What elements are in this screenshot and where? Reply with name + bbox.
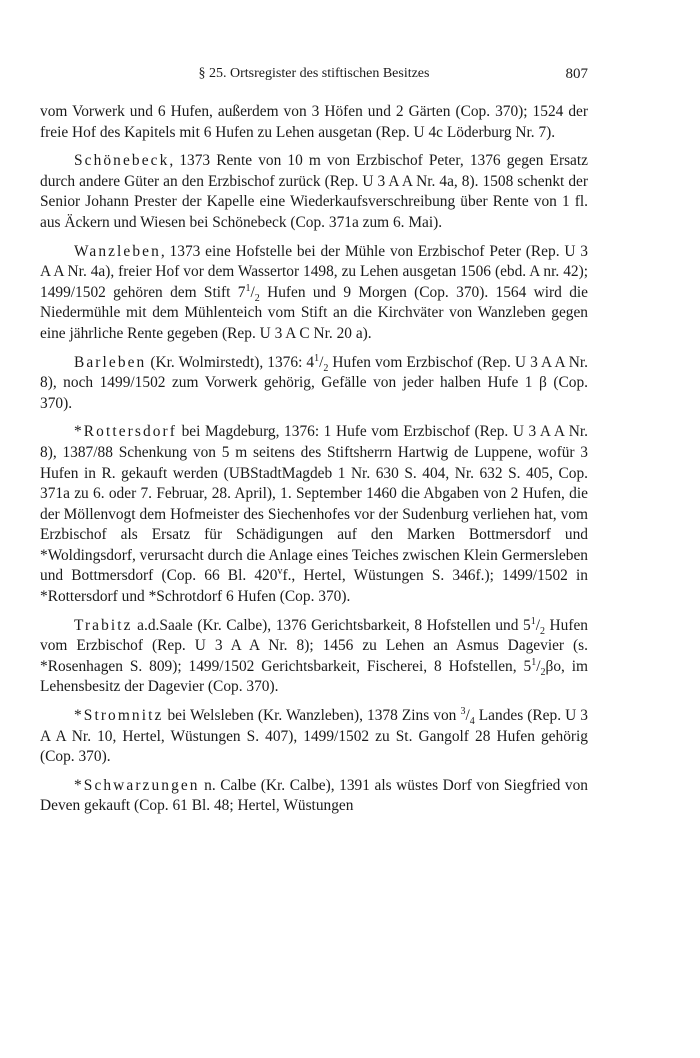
body-text	[40, 102, 588, 817]
place-name: Trabitz	[74, 616, 133, 634]
place-name: Wanzleben	[74, 242, 161, 260]
text-segment: 3	[460, 705, 466, 717]
text-segment: 2	[540, 666, 546, 678]
text-segment: Hufen vom Erzbischof (Rep. U 3 A A Nr. 8), noch 1499/1502 zum Vorwerk gehörig, Gefälle von jeder halben Hufe 1 β (Cop. 370).	[40, 353, 588, 412]
text-segment: 1	[530, 615, 536, 627]
page-number: 807	[565, 66, 588, 82]
text-segment: Hufen und 9 Morgen (Cop. 370). 1564 wird die Niedermühle mit dem Mühlenteich vom Stift an die Kirchväter von Wanzleben gegen eine jährliche Rente gegeben (Rep. U 3 A C Nr. 20 a).	[40, 283, 588, 342]
paragraph	[40, 353, 588, 415]
text-segment: (Kr. Wolmirstedt), 1376: 4	[146, 353, 315, 371]
text-segment: 2	[539, 625, 545, 637]
text-segment: n. Calbe (Kr. Calbe), 1391 als wüstes Dorf von Siegfried von Deven gekauft (Cop. 61 Bl. 48; Hertel, Wüstungen	[40, 776, 588, 815]
text-segment: 1	[245, 282, 251, 294]
paragraph	[40, 422, 588, 607]
place-name: Barleben	[74, 353, 147, 371]
header-title: § 25. Ortsregister des stiftischen Besitzes	[198, 66, 430, 81]
place-name: Schönebeck	[74, 152, 170, 170]
text-segment: 2	[323, 362, 329, 374]
text-segment: Hufen vom Erzbischof (Rep. U 3 A A Nr. 8); 1456 zu Lehen an Asmus Dagevier (s. *Rosenhagen S. 809); 1499/1502 Gerichtsbarkeit, Fischerei, 8 Hofstellen, 5	[40, 616, 589, 675]
paragraph	[40, 776, 588, 817]
text-segment: 1	[531, 656, 537, 668]
text-segment: /	[536, 657, 541, 675]
text-segment: βo, im Lehensbesitz der Dagevier (Cop. 370).	[40, 657, 589, 696]
text-segment: 2	[254, 292, 260, 304]
text-segment: 4	[469, 716, 475, 728]
paragraph	[40, 616, 588, 698]
place-name: *Rottersdorf	[74, 423, 177, 441]
text-segment: , 1373 Rente von 10 m von Erzbischof Peter, 1376 gegen Ersatz durch andere Güter an den Erzbischof zurück (Rep. U 3 A A Nr. 4a, 8). 1508 schenkt der Senior Johann Prester der Kapelle eine Wiederkaufsverschreibung über Rente von 1 fl. aus Äckern und Wiesen bei Schönebeck (Cop. 371a zum 6. Mai).	[40, 152, 588, 231]
place-name: *Schwarzungen	[74, 776, 200, 794]
text-segment: /	[250, 283, 255, 301]
running-header	[40, 66, 588, 92]
text-segment: vom Vorwerk und 6 Hufen, außerdem von 3 Höfen und 2 Gärten (Cop. 370); 1524 der freie Hof des Kapitels mit 6 Hufen zu Lehen ausgetan (Rep. U 4c Löderburg Nr. 7).	[40, 103, 588, 141]
paragraph	[40, 242, 588, 345]
text-segment: 1	[314, 352, 320, 364]
text-segment: a.d.Saale (Kr. Calbe), 1376 Gerichtsbarkeit, 8 Hofstellen und 5	[132, 616, 531, 634]
paragraph	[40, 102, 588, 143]
paragraph	[40, 706, 588, 768]
text-segment: bei Welsleben (Kr. Wanzleben), 1378 Zins von	[163, 707, 461, 725]
text-segment: /	[535, 616, 540, 634]
text-segment: Landes (Rep. U 3 A A Nr. 10, Hertel, Wüstungen S. 407), 1499/1502 zu St. Gangolf 28 Hufen gehörig (Cop. 370).	[40, 707, 588, 766]
text-segment: v	[277, 566, 283, 578]
place-name: *Stromnitz	[74, 707, 164, 725]
text-segment: , 1373 eine Hofstelle bei der Mühle von Erzbischof Peter (Rep. U 3 A A Nr. 4a), freier Hof vor dem Wassertor 1498, zu Lehen ausgetan 1506 (ebd. A nr. 42); 1499/1502 gehören dem Stift 7	[40, 242, 588, 301]
text-segment: bei Magdeburg, 1376: 1 Hufe vom Erzbischof (Rep. U 3 A A Nr. 8), 1387/88 Schenkung von 5 m seitens des Stiftsherrn Hartwig de Luppene, wofür 3 Hufen in R. gekauft werden (UBStadtMagdeb 1 Nr. 630 S. 404, Nr. 632 S. 405, Cop. 371a zu 6. oder 7. Februar, 28. April), 1. September 1460 die Abgaben von 2 Hufen, die der Möllenvogt dem Hofmeister des Siechenhofes vor der Sudenburg verliehen hat, vom Erzbischof als Ersatz für Schädigungen auf den Marken Bottmersdorf und *Woldingsdorf, verursacht durch die Anlage eines Teiches zwischen Klein Germersleben und Bottmersdorf (Cop. 66 Bl. 420	[40, 423, 588, 585]
text-segment: f., Hertel, Wüstungen S. 346f.); 1499/1502 in *Rottersdorf und *Schrotdorf 6 Hufen (Cop. 370).	[40, 567, 588, 606]
paragraph	[40, 151, 588, 233]
text-segment: /	[465, 707, 470, 725]
text-segment: /	[319, 353, 324, 371]
